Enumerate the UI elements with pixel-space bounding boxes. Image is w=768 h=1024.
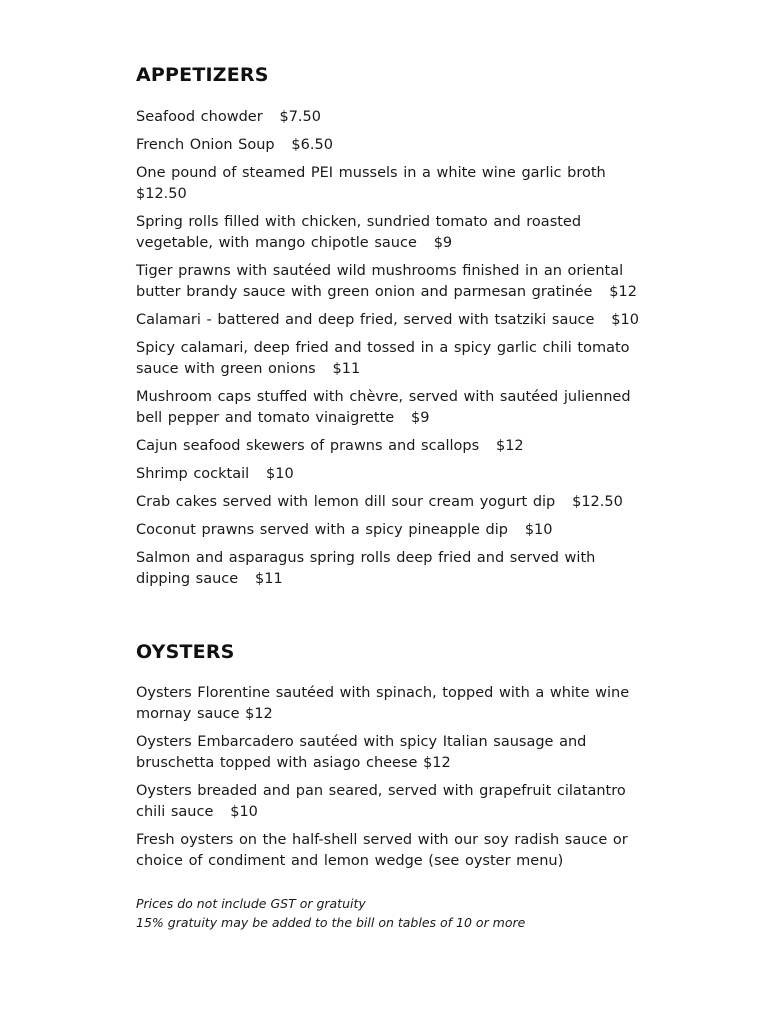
item-price: $10 [230, 804, 258, 820]
item-price: $9 [411, 410, 430, 426]
item-description: Coconut prawns served with a spicy pineapple dip [136, 522, 508, 538]
list-item [136, 436, 641, 457]
item-description: Spring rolls filled with chicken, sundried tomato and roasted vegetable, with mango chipotle sauce [136, 214, 582, 251]
list-item [136, 261, 641, 303]
list-item [136, 732, 641, 774]
item-description: One pound of steamed PEI mussels in a white wine garlic broth [136, 165, 606, 181]
list-item [136, 135, 641, 156]
item-price: $12 [609, 284, 637, 300]
item-price: $12 [423, 755, 451, 771]
footnote-gratuity: 15% gratuity may be added to the bill on tables of 10 or more [136, 915, 526, 930]
list-item [136, 107, 641, 128]
item-price: $12 [495, 438, 524, 454]
item-description: Shrimp cocktail [136, 466, 250, 482]
list-item [136, 338, 641, 380]
list-item [136, 163, 641, 205]
list-item [136, 683, 641, 725]
footnote-gst: Prices do not include GST or gratuity [136, 896, 366, 911]
item-description: Mushroom caps stuffed with chèvre, served with sautéed julienned bell pepper and tomato vinaigrette [136, 389, 631, 426]
item-description: Spicy calamari, deep fried and tossed in a spicy garlic chili tomato sauce with green onions [136, 340, 630, 377]
list-item [136, 464, 641, 485]
item-price: $10 [266, 466, 294, 482]
list-item [136, 830, 641, 872]
list-item [136, 548, 641, 590]
footnotes [136, 894, 656, 932]
item-description: French Onion Soup [136, 137, 275, 153]
item-price: $11 [332, 361, 361, 377]
item-price: $11 [255, 571, 283, 587]
item-description: Calamari - battered and deep fried, served with tsatziki sauce [136, 312, 595, 328]
item-description: Seafood chowder [136, 109, 263, 125]
item-price: $12 [245, 706, 273, 722]
oysters-list [136, 683, 641, 879]
item-description: Cajun seafood skewers of prawns and scallops [136, 438, 480, 454]
oysters-heading: OYSTERS [136, 641, 235, 663]
item-description: Crab cakes served with lemon dill sour cream yogurt dip [136, 494, 556, 510]
list-item [136, 387, 641, 429]
item-price: $7.50 [279, 109, 321, 125]
list-item [136, 492, 641, 513]
item-price: $12.50 [572, 494, 623, 510]
item-description: Oysters Embarcadero sautéed with spicy Italian sausage and bruschetta topped with asiago cheese [136, 734, 587, 771]
list-item [136, 310, 641, 331]
item-description: Fresh oysters on the half-shell served with our soy radish sauce or choice of condiment and lemon wedge (see oyster menu) [136, 832, 628, 869]
item-description: Oysters breaded and pan seared, served with grapefruit cilatantro chili sauce [136, 783, 626, 820]
list-item [136, 520, 641, 541]
item-price: $9 [433, 235, 453, 251]
item-description: Salmon and asparagus spring rolls deep fried and served with dipping sauce [136, 550, 596, 587]
list-item [136, 212, 641, 254]
item-price: $10 [524, 522, 553, 538]
item-description: Tiger prawns with sautéed wild mushrooms finished in an oriental butter brandy sauce with green onion and parmesan gratinée [136, 263, 624, 300]
appetizers-heading: APPETIZERS [136, 64, 269, 86]
item-price: $10 [611, 312, 639, 328]
list-item [136, 781, 641, 823]
item-description: Oysters Florentine sautéed with spinach, topped with a white wine mornay sauce [136, 685, 630, 722]
item-price: $12.50 [136, 186, 187, 202]
appetizers-list [136, 107, 641, 597]
item-price: $6.50 [291, 137, 333, 153]
